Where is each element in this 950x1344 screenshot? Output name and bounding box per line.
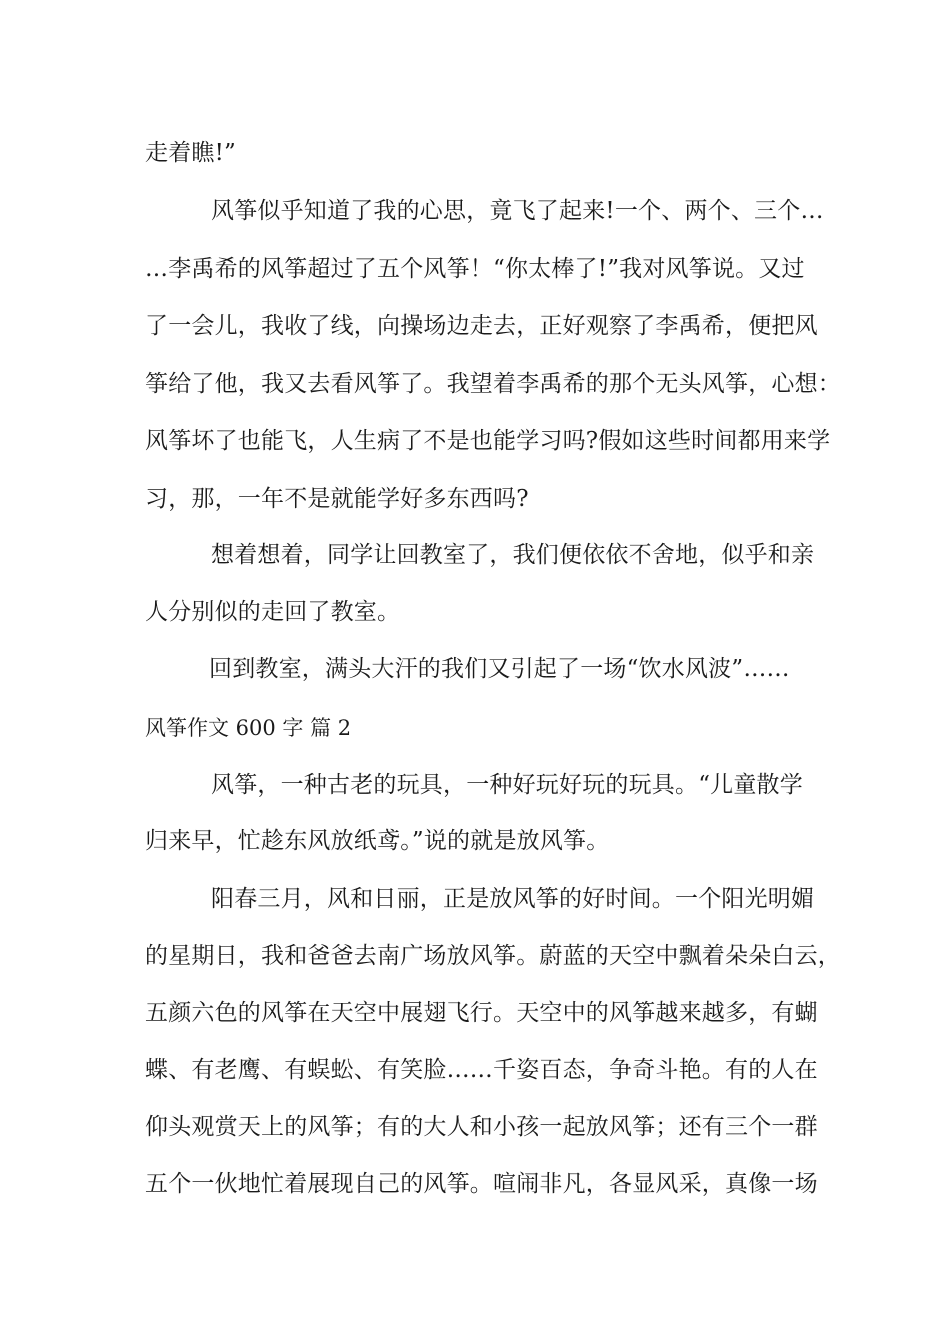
paragraph-line: 回到教室，满头大汗的我们又引起了一场“饮水风波”……: [209, 656, 790, 682]
text-line: 的星期日，我和爸爸去南广场放风筝。蔚蓝的天空中飘着朵朵白云，: [145, 943, 841, 969]
text-line: 五个一伙地忙着展现自己的风筝。喧闹非凡，各显风采，真像一场: [145, 1171, 818, 1197]
text-line: 人分别似的走回了教室。: [145, 599, 401, 625]
text-line: …李禹希的风筝超过了五个风筝！“你太棒了!”我对风筝说。又过: [145, 256, 805, 282]
text-line: 风筝坏了也能飞，人生病了不是也能学习吗?假如这些时间都用来学: [145, 428, 831, 454]
text-line: 筝给了他，我又去看风筝了。我望着李禹希的那个无头风筝，心想：: [145, 371, 841, 397]
text-line: 蝶、有老鹰、有蜈蚣、有笑脸……千姿百态，争奇斗艳。有的人在: [145, 1057, 818, 1083]
paragraph-line: 风筝，一种古老的玩具，一种好玩好玩的玩具。“儿童散学: [211, 772, 803, 798]
paragraph-line: 想着想着，同学让回教室了，我们便依依不舍地，似乎和亲: [211, 542, 815, 568]
text-line: 五颜六色的风筝在天空中展翅飞行。天空中的风筝越来越多，有蝴: [145, 1000, 818, 1026]
section-heading: 风筝作文 600 字 篇 2: [145, 716, 352, 740]
text-line: 归来早，忙趁东风放纸鸢。”说的就是放风筝。: [145, 828, 610, 854]
text-line: 习，那，一年不是就能学好多东西吗?: [145, 486, 529, 512]
text-line: 了一会儿，我收了线，向操场边走去，正好观察了李禹希，便把风: [145, 313, 818, 339]
paragraph-line: 风筝似乎知道了我的心思，竟飞了起来!一个、两个、三个…: [211, 198, 824, 224]
text-line: 仰头观赏天上的风筝；有的大人和小孩一起放风筝；还有三个一群: [145, 1114, 818, 1140]
paragraph-line: 阳春三月，风和日丽，正是放风筝的好时间。一个阳光明媚: [211, 886, 815, 912]
text-line: 走着瞧!”: [145, 140, 237, 166]
